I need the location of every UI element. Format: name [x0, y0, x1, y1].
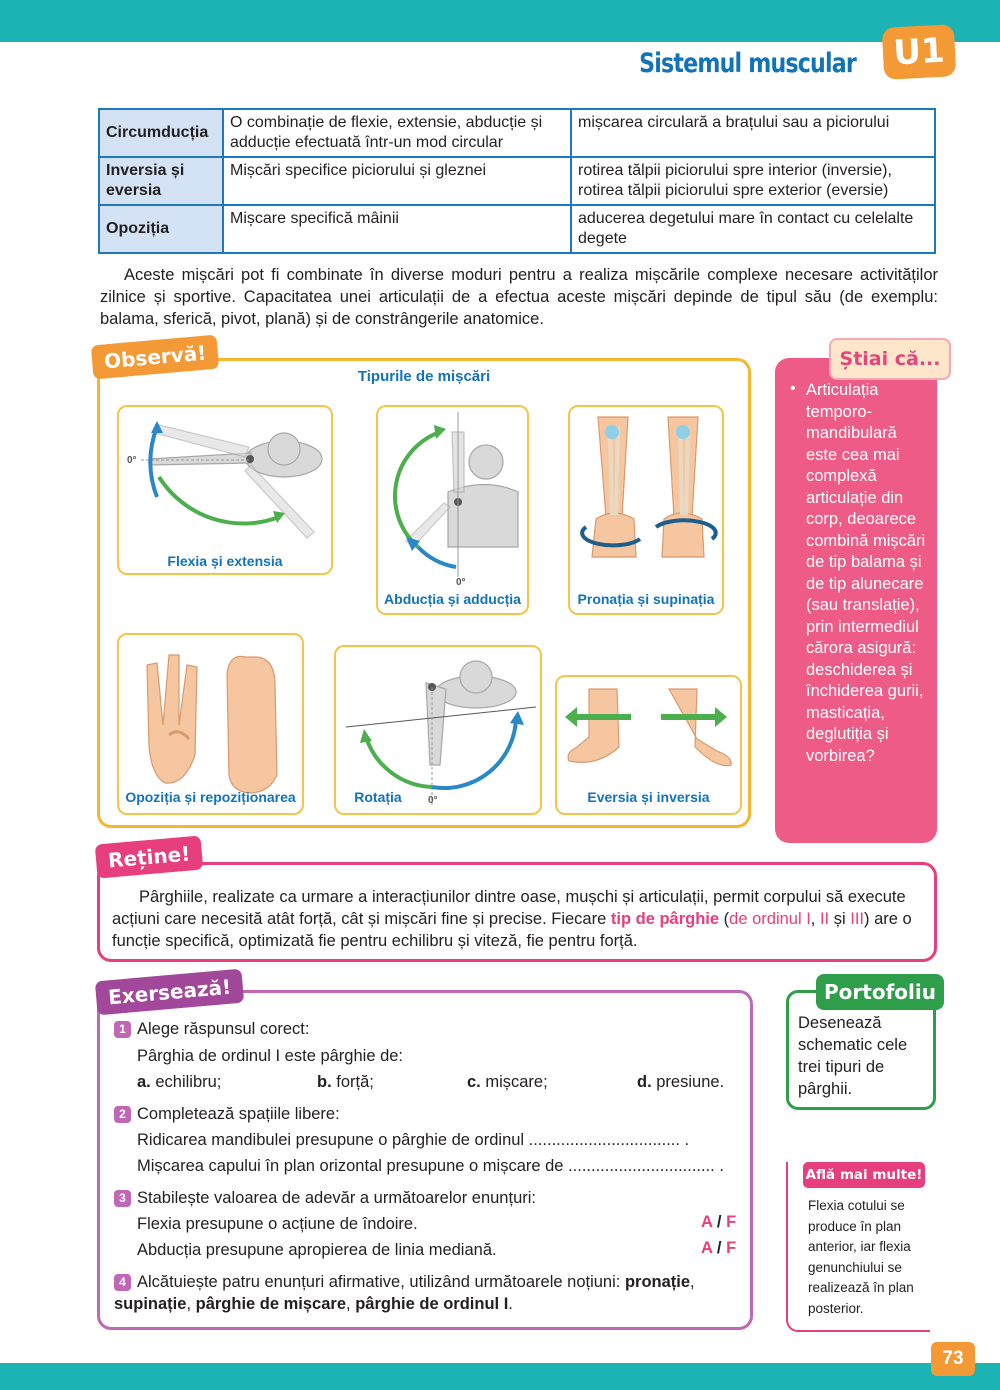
lever-order-2: II: [819, 910, 830, 928]
table-cell-term: Opoziția: [99, 205, 223, 253]
movements-table: [98, 108, 936, 254]
option-text: forță;: [331, 1073, 374, 1091]
observa-tag: Observă!: [91, 335, 220, 380]
term-supinatie: supinație: [114, 1295, 187, 1313]
option-text: echilibru;: [150, 1073, 222, 1091]
intro-paragraph: Aceste mișcări pot fi combinate în diverse moduri pentru a realiza mișcările complexe necesare activităților zilnice și sportive. Capacitatea unei articulații de a efectua aceste mișcări depinde de tipul său (de exemplu: balama, sferică, pivot, plană) și de constrângerile anatomice.: [100, 266, 938, 328]
retine-text-part: și: [829, 910, 851, 928]
question-text: Alcătuiește patru enunțuri afirmative, utilizând următoarele noțiuni:: [137, 1273, 625, 1291]
table-cell-term: Circumducția: [99, 109, 223, 157]
portofoliu-text: Desenează schematic cele trei tipuri de pârghii.: [798, 1014, 908, 1098]
flexion-illustration: [119, 407, 335, 577]
unit-badge: U1: [882, 24, 957, 80]
question-number: 1: [114, 1021, 131, 1038]
option-letter: d.: [637, 1073, 652, 1091]
question-2-instruction: [114, 1103, 340, 1125]
stiai-ca-text: Articulația temporo-mandibulară este cea mai complexă articulație din corp, deoarece combină mișcări de tip balama și de tip alunecare (sau translație), prin intermediul cărora asigură: deschiderea și închiderea gurii, masticația, deglutiția și vorbirea?: [806, 381, 926, 765]
option-d[interactable]: [637, 1071, 724, 1093]
question-4: [114, 1271, 744, 1315]
pronation-illustration: [570, 407, 726, 617]
question-1-text: Pârghia de ordinul I este pârghie de:: [137, 1047, 404, 1065]
rotation-label: Rotația: [354, 789, 402, 805]
term-separator: ,: [346, 1295, 356, 1313]
flexion-label: Flexia și extensia: [167, 553, 283, 569]
afla-tag: Află mai multe!: [803, 1162, 925, 1188]
retine-text-part: Pârghiile, realizate ca urmare a interacțiunilor dintre oase, mușchi și articulații, permit corpului să execute acțiuni care necesită atât forță, cât și mișcări fine și precise. Fiecare: [112, 888, 906, 928]
exerseaza-tag: Exersează!: [95, 969, 245, 1016]
fill-blank-1[interactable]: Ridicarea mandibulei presupune o pârghie de ordinul ................................. .: [137, 1131, 690, 1149]
question-text: Stabilește valoarea de adevăr a următoarelor enunțuri:: [137, 1189, 536, 1207]
card-rotation: [334, 645, 542, 815]
eversion-label: Eversia și inversia: [587, 789, 710, 805]
question-3-instruction: [114, 1187, 536, 1209]
option-text: presiune.: [651, 1073, 725, 1091]
top-band: [0, 0, 1000, 42]
false-option[interactable]: F: [726, 1213, 737, 1231]
option-c[interactable]: [467, 1071, 548, 1093]
bottom-band: [0, 1363, 1000, 1390]
stiai-ca-tag: Știai că...: [829, 338, 951, 380]
statement-2: Abducția presupune apropierea de linia mediană.: [137, 1241, 497, 1259]
term-pronatie: pronație: [624, 1273, 691, 1291]
abduction-label: Abducția și adducția: [384, 591, 521, 607]
pronation-label: Pronația și supinația: [577, 591, 715, 607]
term-parghie-miscare: pârghie de mișcare: [195, 1295, 347, 1313]
true-false-choice-2[interactable]: [701, 1239, 736, 1258]
retine-text-part: ,: [810, 910, 820, 928]
retine-text: [112, 886, 927, 952]
question-text: Completează spațiile libere:: [137, 1105, 340, 1123]
statement-1: Flexia presupune o acțiune de îndoire.: [137, 1215, 418, 1233]
table-row: [99, 109, 935, 157]
retine-tag: Reține!: [95, 835, 204, 878]
false-option[interactable]: F: [726, 1239, 737, 1257]
portofoliu-tag: Portofoliu: [816, 974, 944, 1010]
observa-heading: Tipurile de mișcări: [357, 368, 491, 385]
retine-highlight: tip de pârghie: [610, 910, 720, 928]
zero-degree-label: 0°: [127, 455, 137, 466]
card-flexion: [117, 405, 333, 575]
opposition-label: Opoziția și repoziționarea: [125, 789, 296, 805]
table-cell-description: O combinație de flexie, extensie, abducție și adducție efectuată într-un mod circular: [223, 109, 571, 157]
lever-order-3: III: [850, 910, 864, 928]
term-separator: ,: [186, 1295, 196, 1313]
card-pronation: [568, 405, 724, 615]
table-cell-example: mișcarea circulară a brațului sau a piciorului: [571, 109, 935, 157]
question-number: 3: [114, 1190, 131, 1207]
table-row: [99, 157, 935, 205]
zero-degree-label: 0°: [428, 795, 438, 806]
option-text: mișcare;: [480, 1073, 548, 1091]
table-cell-description: Mișcări specifice piciorului și gleznei: [223, 157, 571, 205]
question-text: Alege răspunsul corect:: [137, 1020, 310, 1038]
term-end: .: [508, 1295, 513, 1313]
question-number: 2: [114, 1106, 131, 1123]
lever-order-1: de ordinul I: [729, 910, 811, 928]
slash-separator: /: [712, 1213, 727, 1231]
bullet-icon: •: [790, 380, 796, 397]
option-a[interactable]: [137, 1071, 221, 1093]
chapter-title: Sistemul muscular: [639, 48, 856, 79]
slash-separator: /: [712, 1239, 727, 1257]
table-cell-example: rotirea tălpii piciorului spre interior (inversie), rotirea tălpii piciorului spre exterior (eversie): [571, 157, 935, 205]
zero-degree-label: 0°: [456, 577, 466, 588]
table-cell-example: aducerea degetului mare în contact cu celelalte degete: [571, 205, 935, 253]
table-cell-description: Mișcare specifică mâinii: [223, 205, 571, 253]
retine-text-part: (: [719, 910, 730, 928]
card-opposition: [117, 633, 304, 815]
page-number: 73: [931, 1342, 975, 1376]
abduction-illustration: [378, 407, 531, 617]
card-abduction: [376, 405, 529, 615]
question-1-instruction: [114, 1018, 309, 1040]
table-cell-term: Inversia și eversia: [99, 157, 223, 205]
retine-text-part: ) are o funcție specifică, optimizată fie pentru echilibru și viteză, fie pentru forță.: [112, 910, 912, 950]
table-row: [99, 205, 935, 253]
true-option[interactable]: A: [701, 1239, 713, 1257]
term-parghie-ordinul-1: pârghie de ordinul I: [355, 1295, 509, 1313]
term-separator: ,: [690, 1273, 695, 1291]
option-letter: a.: [137, 1073, 151, 1091]
true-option[interactable]: A: [701, 1213, 713, 1231]
fill-blank-2[interactable]: Mișcarea capului în plan orizontal presupune o mișcare de ................................ .: [137, 1157, 724, 1175]
option-letter: b.: [317, 1073, 332, 1091]
afla-text: Flexia cotului se produce în plan anterior, iar flexia genunchiului se realizează în plan posterior.: [808, 1198, 914, 1316]
card-eversion: [555, 675, 742, 815]
question-number: 4: [114, 1274, 131, 1291]
option-letter: c.: [467, 1073, 481, 1091]
option-b[interactable]: [317, 1071, 374, 1093]
true-false-choice-1[interactable]: [701, 1213, 736, 1232]
